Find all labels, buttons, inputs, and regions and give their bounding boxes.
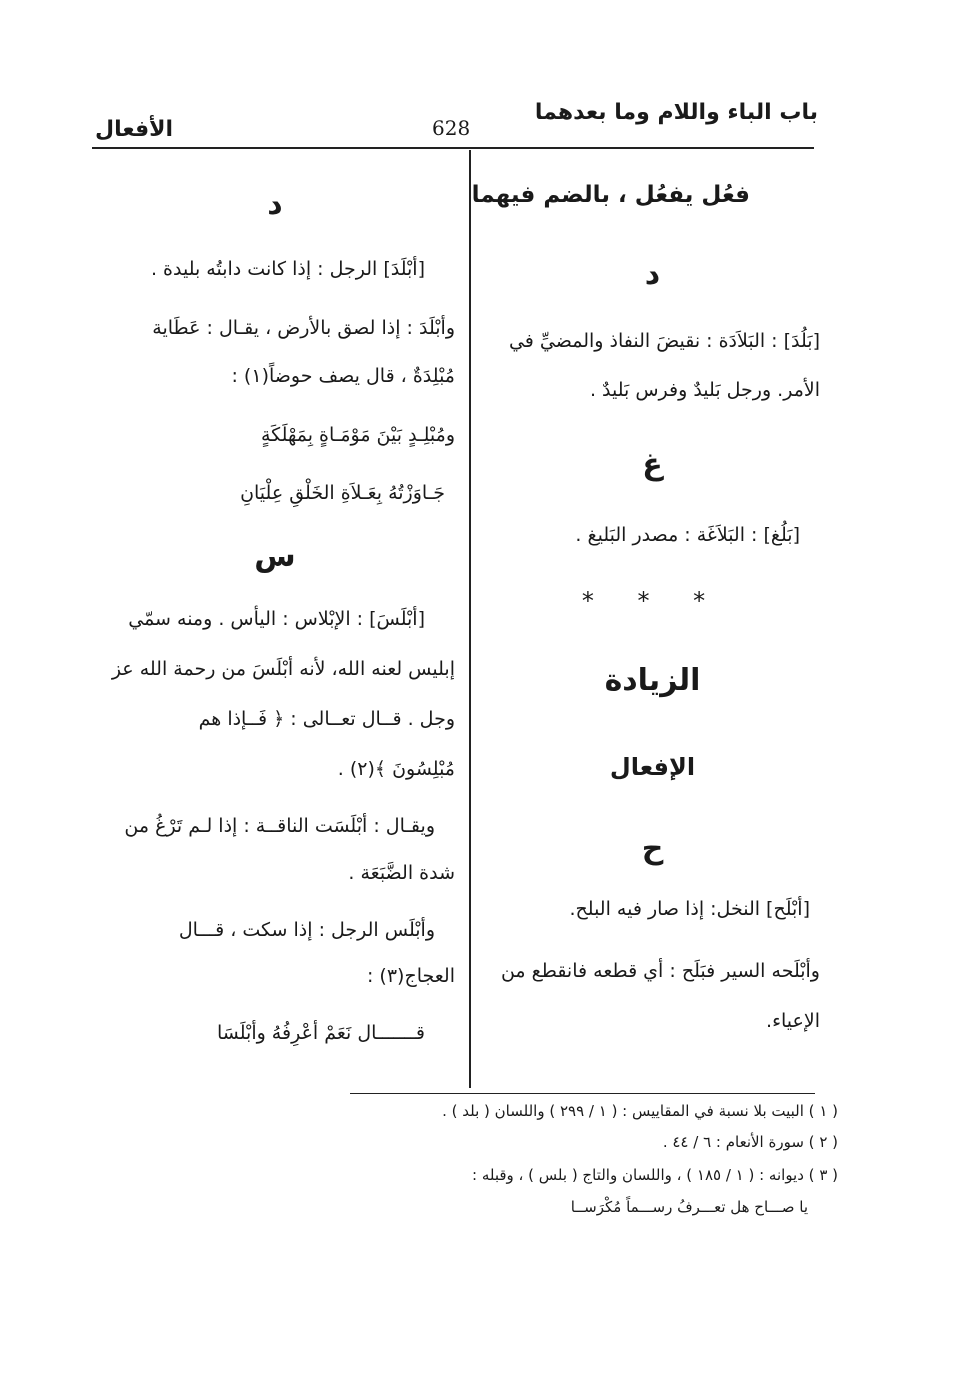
entry-ablaha-line1: [أبْلَح] النخل: إذا صار فيه البلح.	[569, 898, 810, 920]
verse-line1: ومُبْلِـدٍ بَيْنَ مَوْمَـاةٍ بِمَهْلَكَةٍ	[261, 424, 455, 446]
header-rule	[92, 147, 814, 149]
entry-naqa-line2: شدة الضَّبَعَة .	[348, 862, 455, 884]
footnote-3-verse: يا صـــاح هل تعـــرفُ رســـماً مُكْرَســا	[570, 1198, 808, 1216]
footnote-3: ( ٣ ) ديوانه : ( ١ / ١٨٥ ) ، واللسان والتاج ( بلس ) ، وقبله :	[472, 1166, 838, 1184]
verse-line2: جَـاوَزْتُهُ بِعَـلاَةِ الخَلْقِ عِلْيَانِ	[240, 482, 445, 504]
entry-balda-line2: الأمر. ورجل بَليدٌ وفرس بَليدٌ .	[589, 379, 820, 401]
verse-line3: قـــــــال نَعَمْ أعْرِفُهُ وأبْلَسَا	[217, 1022, 425, 1044]
entry-naqa-line1: ويقـال : أبْلَسَت الناقــة : إذا لـم تَرْغُ من	[124, 815, 435, 837]
entry-ablasa-line3: وجل . قــال تعــالى : ﴿ فَــإذا هم	[198, 708, 455, 730]
entry-ablada-line3: مُبْلِدَةٌ ، قال يصف حوضاً(١) :	[231, 365, 455, 387]
footnote-1: ( ١ ) البيت بلا نسبة في المقاييس : ( ١ / ٢٩٩ ) واللسان ( بلد ) .	[442, 1102, 838, 1120]
entry-rajul-line2: العجاج(٣) :	[366, 965, 455, 987]
entry-rajul-line1: وأبْلَس الرجل : إذا سكت ، قـــال	[178, 919, 435, 941]
section-title: الأفعال	[95, 117, 174, 142]
letter-heading-dal: د	[267, 187, 283, 222]
entry-ablada-line1: [أبْلَدَ] الرجل : إذا كانت دابتُه بليدة .	[150, 258, 425, 280]
footnote-rule	[350, 1093, 815, 1094]
footnote-2: ( ٢ ) سورة الأنعام : ٦ / ٤٤ .	[662, 1133, 838, 1151]
section-heading: فعُل يفعُل ، بالضم فيهما	[471, 182, 750, 208]
entry-ablasa-line4: مُبْلِسُونَ ﴾(٢) .	[337, 758, 455, 780]
entry-balugha: [بَلُغ] : البَلاَغَة : مصدر البَليغ .	[575, 524, 800, 546]
letter-heading-dal: د	[644, 257, 661, 292]
chapter-title: باب الباء واللام وما بعدهما	[534, 100, 818, 125]
entry-ablaha-line2: وأبْلَحه السير فبَلَح : أي قطعه فانقطع من	[500, 960, 820, 982]
entry-ablasa-line1: [أبْلَسَ] : الإبْلاس : اليأس . ومنه سمّي	[128, 608, 425, 630]
letter-heading-ghain: غ	[642, 447, 663, 482]
column-divider	[469, 150, 471, 1088]
entry-ablasa-line2: إبليس لعنه الله، لأنه أبْلَسَ من رحمة الله عز	[111, 658, 455, 680]
entry-balda-line1: [بَلُدَ] : البَلاَدَة : نقيضَ النفاذ والمضيِّ في	[508, 330, 820, 352]
title-ziyada: الزيادة	[604, 663, 701, 698]
entry-ablaha-line3: الإعياء.	[766, 1010, 820, 1032]
letter-heading-ha: ح	[641, 831, 664, 866]
subtitle-ifal: الإفعال	[609, 753, 696, 781]
entry-ablada-line2: وأبْلَدَ : إذا لصق بالأرض ، يقـال : عَطَاية	[152, 317, 455, 339]
section-stars: * * *	[581, 587, 724, 615]
letter-heading-sin: س	[254, 539, 296, 574]
page-number: 628	[432, 116, 471, 140]
